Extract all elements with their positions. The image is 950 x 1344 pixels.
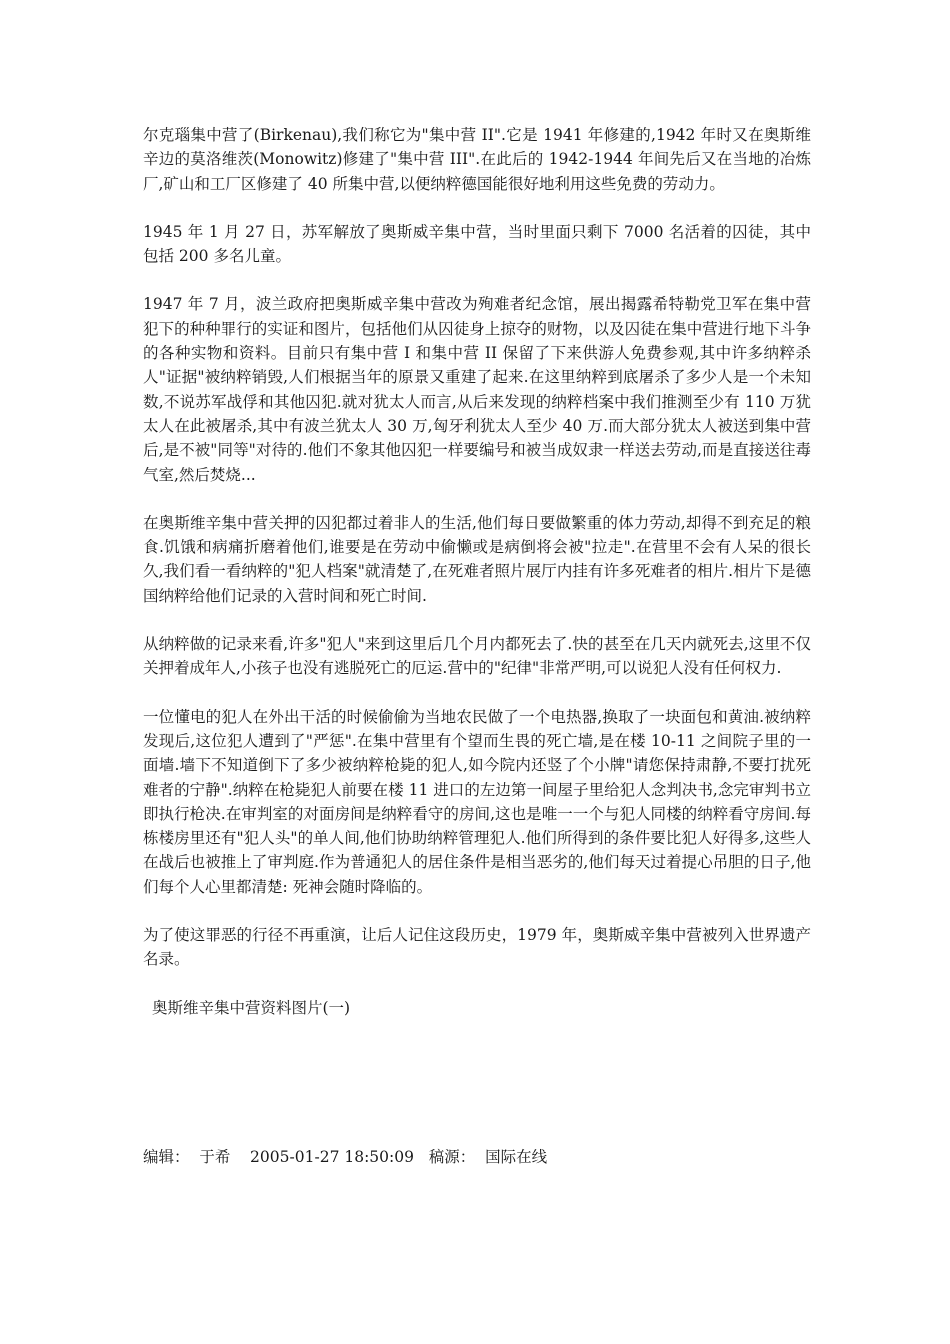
- paragraph-liberation: 1945 年 1 月 27 日，苏军解放了奥斯威辛集中营，当时里面只剩下 7000 名活着的囚徒，其中包括 200 多名儿童。: [143, 222, 811, 266]
- paragraph-prisoner-life: 在奥斯维辛集中营关押的囚犯都过着非人的生活,他们每日要做繁重的体力劳动,却得不到充足的粮食.饥饿和病痛折磨着他们,谁要是在劳动中偷懒或是病倒将会被"拉走".在营里不会有人呆的很长久,我们看一看纳粹的"犯人档案"就清楚了,在死难者照片展厅内挂有许多死难者的相片.相片下是德国纳粹给他们记录的入营时间和死亡时间.: [143, 513, 811, 605]
- article-footer: 编辑： 于希 2005-01-27 18:50:09 稿源： 国际在线: [143, 1148, 548, 1166]
- paragraph-records: 从纳粹做的记录来看,许多"犯人"来到这里后几个月内都死去了.快的甚至在几天内就死去,这里不仅关押着成年人,小孩子也没有逃脱死亡的厄运.营中的"纪律"非常严明,可以说犯人没有任何权力.: [143, 635, 811, 678]
- image-caption: 奥斯维辛集中营资料图片(一): [152, 998, 351, 1017]
- paragraph-camps-built: 尔克瑙集中营了(Birkenau),我们称它为"集中营 II".它是 1941 年修建的,1942 年时又在奥斯维辛边的莫洛维茨(Monowitz)修建了"集中营 III".在此后的 1942-1944 年间先后又在当地的冶炼厂,矿山和工厂区修建了 40 所集中营,以便纳粹德国能很好地利用这些免费的劳动力。: [143, 126, 811, 193]
- paragraph-memorial: 1947 年 7 月，波兰政府把奥斯威辛集中营改为殉难者纪念馆，展出揭露希特勒党卫军在集中营犯下的种种罪行的实证和图片，包括他们从囚徒身上掠夺的财物，以及囚徒在集中营进行地下斗争的各种实物和资料。目前只有集中营 I 和集中营 II 保留了下来供游人免费参观,其中许多纳粹杀人"证据"被纳粹销毁,人们根据当年的原景又重建了起来.在这里纳粹到底屠杀了多少人是一个未知数,不说苏军战俘和其他囚犯.就对犹太人而言,从后来发现的纳粹档案中我们推测至少有 110 万犹太人在此被屠杀,其中有波兰犹太人 30 万,匈牙利犹太人至少 40 万.而大部分犹太人被送到集中营后,是不被"同等"对待的.他们不象其他囚犯一样要编号和被当成奴隶一样送去劳动,而是直接送往毒气室,然后焚烧...: [143, 295, 811, 484]
- article-body: [143, 123, 811, 1020]
- paragraph-world-heritage: 为了使这罪恶的行径不再重演，让后人记住这段历史，1979 年，奥斯威辛集中营被列入世界遗产名录。: [143, 926, 811, 969]
- paragraph-death-wall: 一位懂电的犯人在外出干活的时候偷偷为当地农民做了一个电热器,换取了一块面包和黄油.被纳粹发现后,这位犯人遭到了"严惩".在集中营里有个望而生畏的死亡墙,是在楼 10-11 之间院子里的一面墙.墙下不知道倒下了多少被纳粹枪毙的犯人,如今院内还竖了个小牌"请您保持肃静,不要打扰死难者的宁静".纳粹在枪毙犯人前要在楼 11 进口的左边第一间屋子里给犯人念判决书,念完审判书立即执行枪决.在审判室的对面房间是纳粹看守的房间,这也是唯一一个与犯人同楼的纳粹看守房间.每栋楼房里还有"犯人头"的单人间,他们协助纳粹管理犯人.他们所得到的条件要比犯人好得多,这些人在战后也被推上了审判庭.作为普通犯人的居住条件是相当恶劣的,他们每天过着提心吊胆的日子,他们每个人心里都清楚: 死神会随时降临的。: [143, 707, 811, 896]
